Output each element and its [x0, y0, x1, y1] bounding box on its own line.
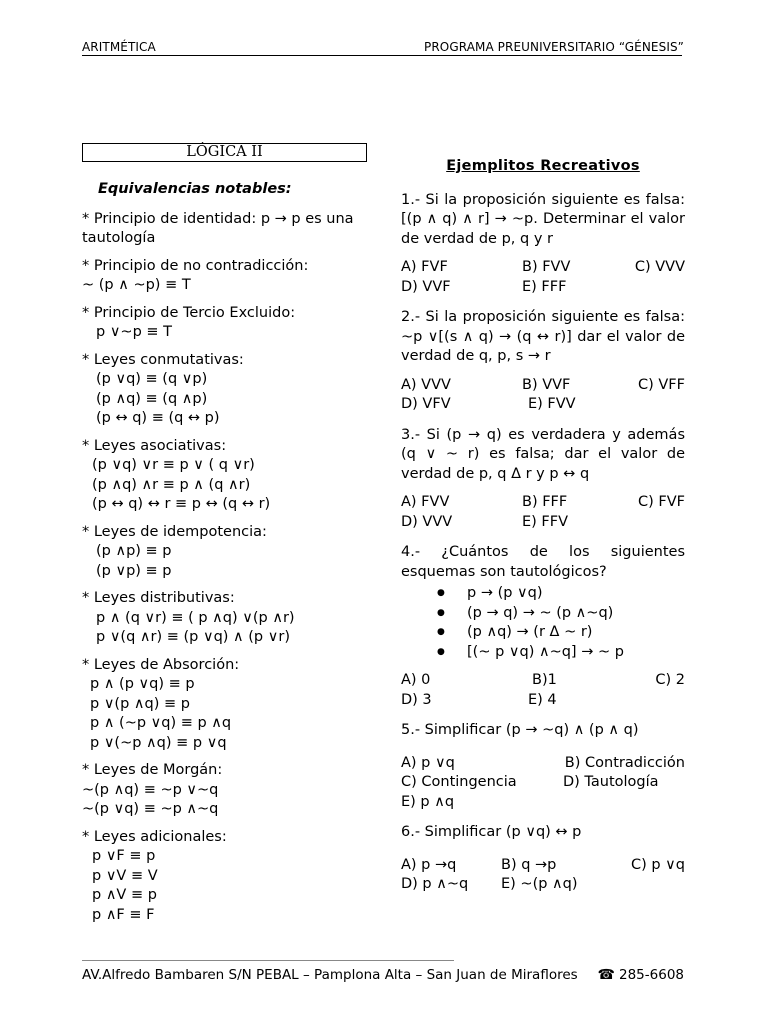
option-e: E) ~(p ∧q) [501, 876, 578, 892]
option-e: E) p ∧q [401, 793, 455, 810]
option-c: C) VVV [634, 259, 685, 275]
answer-options [401, 493, 685, 532]
question-text: 3.- Si (p → q) es verdadera y además (q ∨ ~ r) es falsa; dar el valor de verdad de p, q Δ r y p ↔ q [401, 426, 685, 482]
law-formula: (p ↔ q) ↔ r ≡ p ↔ (q ↔ r) [92, 496, 271, 512]
law-title: * Leyes de idempotencia: [82, 523, 267, 540]
law-formula: (p ∧p) ≡ p [96, 543, 172, 559]
option-a: A) p ∨q [401, 754, 455, 771]
schema-item: ● p → (p ∨q) [437, 584, 685, 604]
law-formula: (p ∨p) ≡ p [96, 562, 172, 579]
answer-options [401, 376, 685, 415]
law-formula: p ∧V ≡ p [92, 887, 157, 903]
additional-laws [82, 828, 370, 926]
law-formula: (p ∧q) ≡ (q ∧p) [96, 390, 208, 407]
footer-phone [598, 967, 684, 983]
option-c: C) Contingencia [401, 774, 517, 790]
identity-principle [82, 210, 370, 249]
distributive-laws [82, 589, 370, 648]
option-b: B) q →p [501, 856, 557, 873]
option-d: D) 3 [401, 691, 432, 708]
law-title: * Leyes asociativas: [82, 437, 227, 454]
option-d: D) VFV [401, 396, 451, 412]
question-6 [401, 823, 685, 895]
question-2 [401, 308, 685, 415]
law-formula: p ∨V ≡ V [92, 867, 158, 884]
option-d: D) Tautología [563, 774, 659, 790]
law-formula: ~(p ∧q) ≡ ~p ∨~q [82, 781, 219, 798]
question-text: 5.- Simplificar (p → ~q) ∧ (p ∧ q) [401, 722, 639, 738]
document-title: LÓGICA II [82, 143, 367, 162]
law-title: * Leyes distributivas: [82, 590, 235, 606]
option-a: A) FVV [401, 494, 450, 510]
law-formula: p ∨F ≡ p [92, 848, 156, 864]
question-4 [401, 543, 685, 710]
law-formula: (p ∧q) ∧r ≡ p ∧ (q ∧r) [92, 476, 251, 493]
schema-item: ● (p ∧q) → (r Δ ~ r) [437, 623, 685, 643]
option-a: A) p →q [401, 856, 457, 873]
law-formula: p ∧ (q ∨r) ≡ ( p ∧q) ∨(p ∧r) [96, 609, 295, 626]
option-a: A) 0 [401, 672, 431, 688]
question-text: 1.- Si la proposición siguiente es falsa: [(p ∧ q) ∧ r] → ~p. Determinar el valor de verdad de p, q y r [401, 191, 685, 247]
law-title: * Leyes adicionales: [82, 828, 227, 845]
schema-item: ● [(~ p ∨q) ∧~q] → ~ p [437, 643, 685, 663]
option-a: A) FVF [401, 259, 448, 275]
schema-item: ● (p → q) → ~ (p ∧~q) [437, 604, 685, 624]
phone-icon: ☎ [597, 967, 615, 983]
question-text: 2.- Si la proposición siguiente es falsa: ~p ∨[(s ∧ q) → (q ↔ r)] dar el valor de verdad de q, p, s → r [401, 309, 685, 364]
law-formula: p ∨(~p ∧q) ≡ p ∨q [90, 734, 227, 751]
question-3 [401, 426, 685, 533]
answer-options [401, 671, 685, 710]
morgan-laws [82, 761, 370, 820]
law-title: * Principio de no contradicción: [82, 257, 309, 274]
option-a: A) VVV [401, 376, 451, 393]
left-column [82, 143, 370, 933]
footer-address: AV.Alfredo Bambaren S/N PEBAL – Pamplona Alta – San Juan de Miraflores [82, 967, 578, 983]
option-b: B) FVV [522, 259, 571, 275]
law-formula: (p ∨q) ∨r ≡ p ∨ ( q ∨r) [92, 457, 255, 473]
option-c: C) p ∨q [630, 856, 685, 873]
option-d: D) VVV [401, 513, 453, 530]
option-e: E) FVV [528, 396, 576, 412]
answer-options [401, 856, 685, 895]
option-c: C) 2 [655, 672, 685, 688]
law-formula: (p ↔ q) ≡ (q ↔ p) [96, 410, 220, 426]
idempotence-laws [82, 523, 370, 582]
answer-options [401, 754, 685, 813]
non-contradiction-principle [82, 257, 370, 296]
associative-laws [82, 437, 370, 515]
question-5 [401, 721, 685, 812]
law-title: * Leyes conmutativas: [82, 351, 244, 368]
option-c: C) FVF [638, 494, 685, 510]
exercises-title: Ejemplitos Recreativos [446, 158, 640, 174]
law-formula: ~ (p ∧ ~p) ≡ T [82, 277, 191, 293]
option-b: B) FFF [522, 494, 568, 510]
law-formula: p ∨~p ≡ T [96, 324, 173, 340]
option-e: E) 4 [528, 691, 557, 708]
option-c: C) VFF [638, 376, 685, 393]
option-b: B) VVF [522, 376, 571, 393]
section-subtitle: Equivalencias notables: [98, 181, 292, 197]
absorption-laws [82, 656, 370, 754]
option-e: E) FFV [522, 513, 569, 530]
option-e: E) FFF [522, 278, 567, 295]
phone-number: 285-6608 [619, 967, 684, 983]
option-d: D) p ∧~q [401, 876, 469, 892]
question-text: 4.- ¿Cuántos de los siguientes esquemas son tautológicos? [401, 544, 685, 580]
law-title: * Leyes de Morgán: [82, 762, 223, 778]
commutative-laws [82, 351, 370, 429]
law-title: * Leyes de Absorción: [82, 656, 240, 673]
right-column [401, 157, 685, 906]
footer-divider [82, 960, 454, 961]
law-formula: p ∧F ≡ F [92, 906, 155, 923]
law-title: * Principio de identidad: p → p es una tautología [82, 210, 354, 246]
option-b: B) Contradicción [564, 754, 685, 771]
schema-list [401, 584, 685, 662]
law-formula: p ∧ (~p ∨q) ≡ p ∧q [90, 715, 232, 731]
law-formula: ~(p ∨q) ≡ ~p ∧~q [82, 801, 219, 817]
header-divider [82, 55, 682, 56]
header-program: PROGRAMA PREUNIVERSITARIO “GÉNESIS” [424, 40, 684, 54]
question-text: 6.- Simplificar (p ∨q) ↔ p [401, 824, 582, 840]
option-d: D) VVF [401, 278, 451, 295]
law-formula: p ∨(p ∧q) ≡ p [90, 695, 190, 712]
question-1 [401, 191, 685, 298]
option-b: B)1 [532, 672, 557, 688]
answer-options [401, 258, 685, 297]
law-title: * Principio de Tercio Excluido: [82, 304, 296, 321]
excluded-middle-principle [82, 304, 370, 343]
law-formula: (p ∨q) ≡ (q ∨p) [96, 371, 208, 387]
header-subject: ARITMÉTICA [82, 40, 156, 54]
law-formula: p ∧ (p ∨q) ≡ p [90, 676, 195, 692]
law-formula: p ∨(q ∧r) ≡ (p ∨q) ∧ (p ∨r) [96, 629, 290, 645]
